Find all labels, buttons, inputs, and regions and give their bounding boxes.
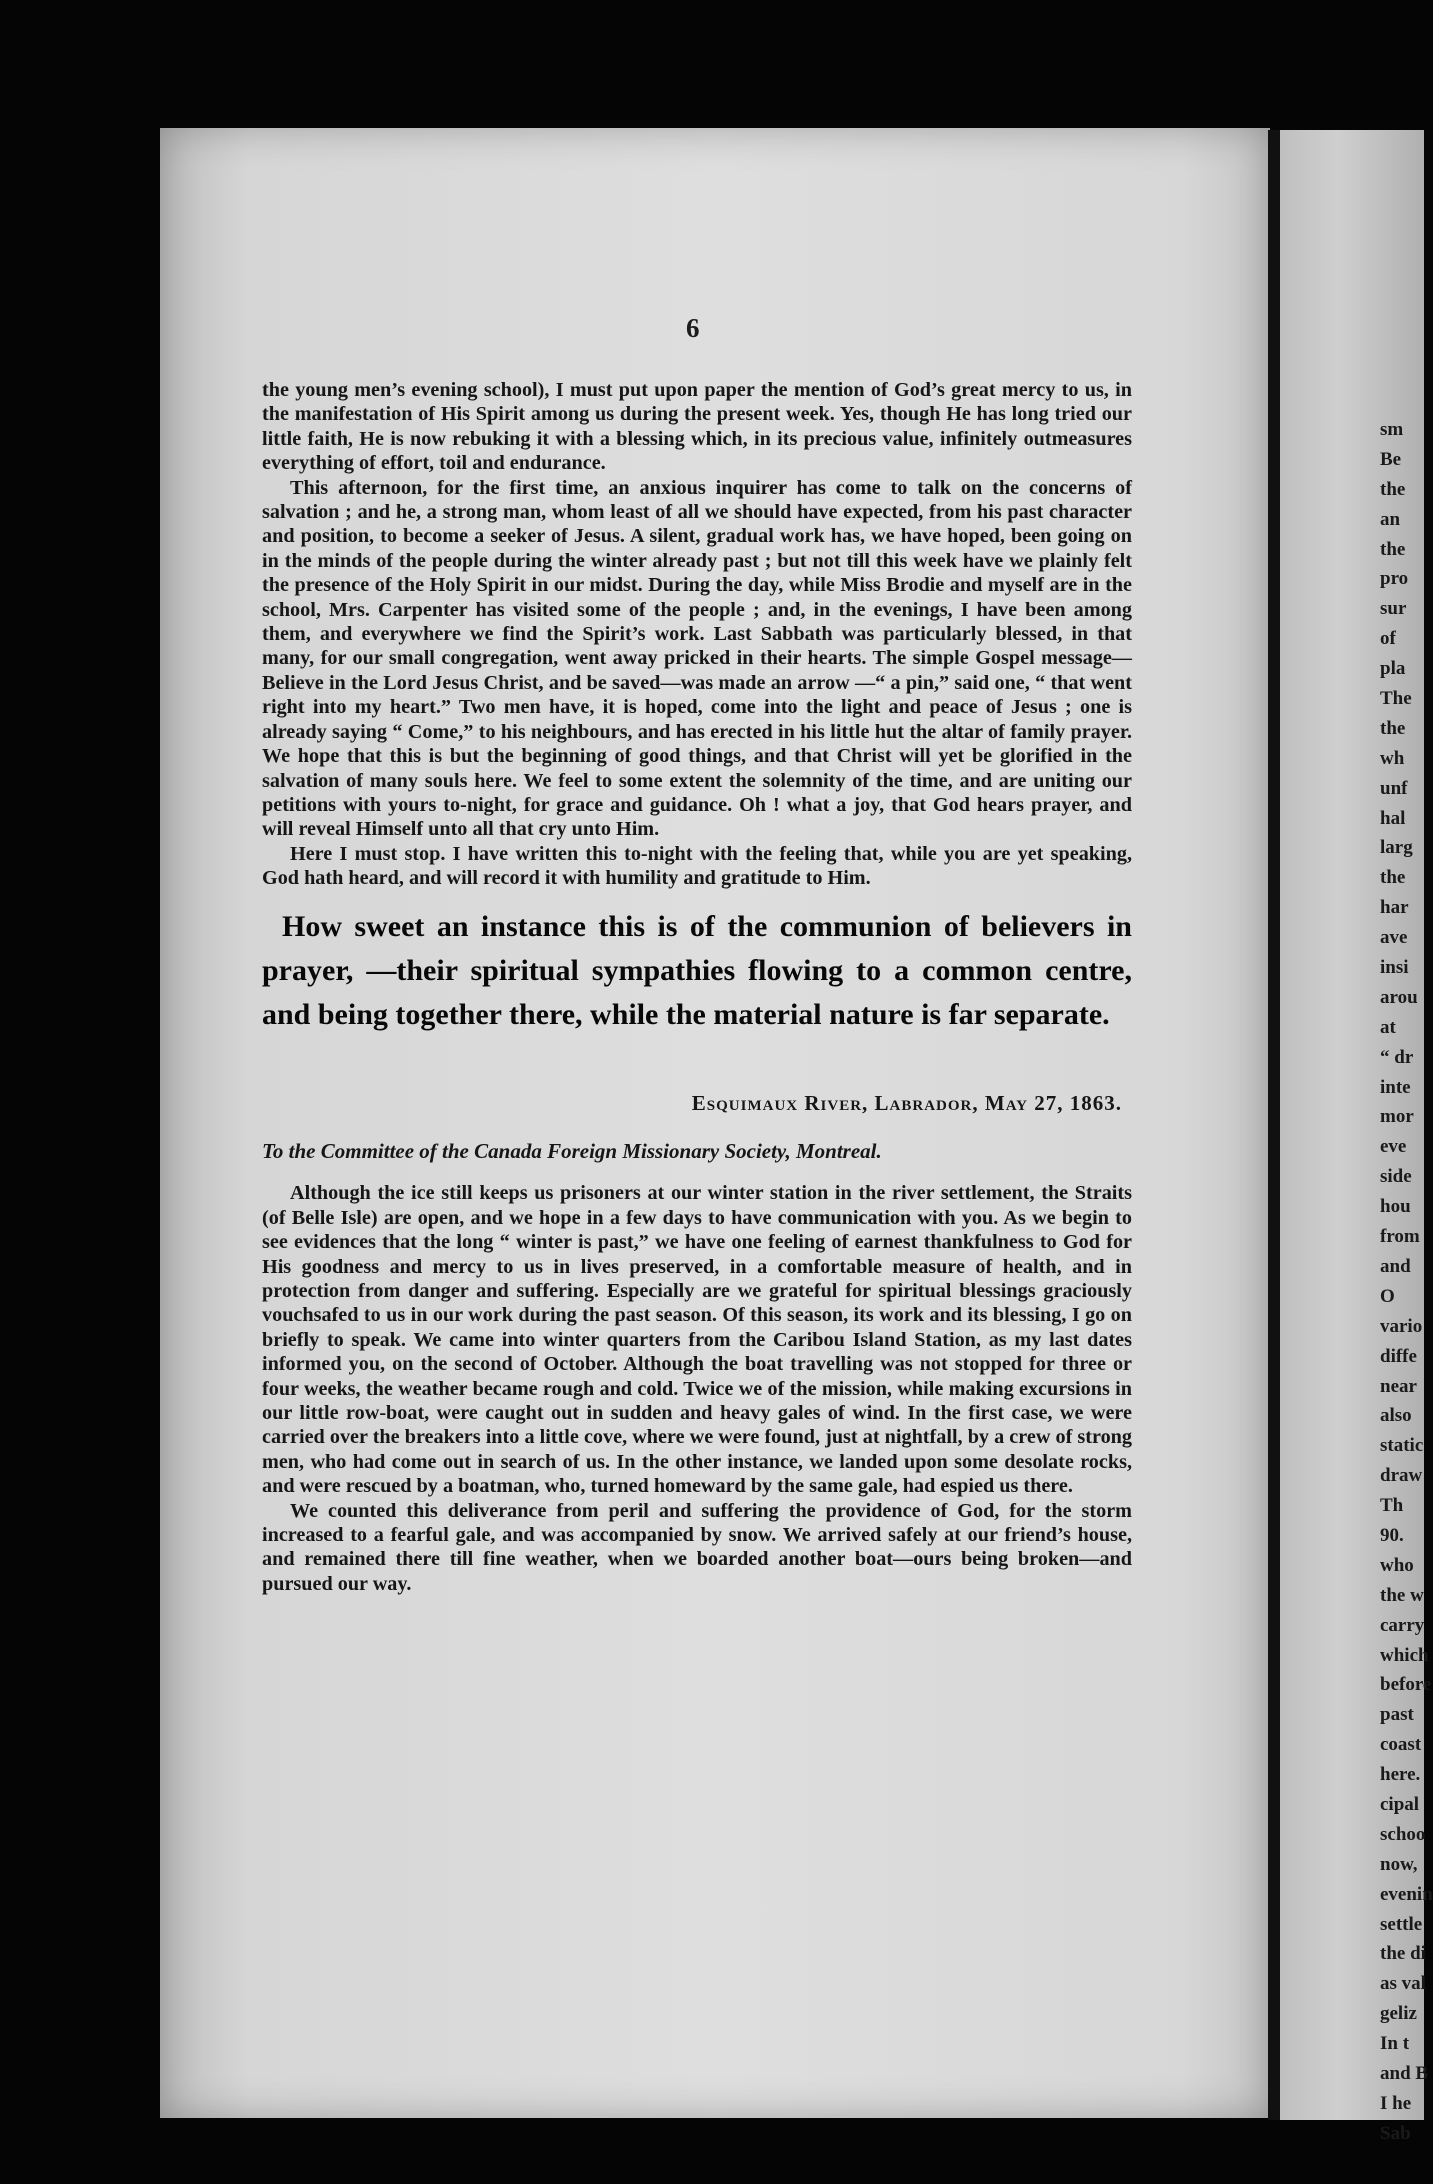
page-number: 6	[686, 313, 700, 343]
adjacent-page-fragment: I he	[1380, 2092, 1412, 2114]
adjacent-page-fragment: the	[1380, 478, 1406, 500]
adjacent-page-fragment: near	[1380, 1375, 1417, 1397]
adjacent-page-fragment: also	[1380, 1405, 1412, 1427]
adjacent-page-fragment: static	[1380, 1435, 1424, 1457]
adjacent-page-fragment: now,	[1380, 1853, 1418, 1875]
adjacent-page-fragment: an	[1380, 508, 1401, 530]
adjacent-page-fragment: past	[1380, 1704, 1414, 1726]
adjacent-page-fragment: O	[1380, 1285, 1395, 1307]
adjacent-page-fragment: arou	[1380, 986, 1418, 1008]
paragraph: We counted this deliverance from peril and suffering the providence of God, for the storm increased to a fearful gale, and was accompanied by snow. We arrived safely at our friend’s house, and remained there till fine weather, when we boarded another boat—ours being broken—and pursued our way.	[262, 1499, 1132, 1595]
adjacent-page-fragment: mor	[1380, 1106, 1414, 1128]
paragraph: the young men’s evening school), I must put upon paper the mention of God’s great mercy to us, in the manifestation of His Spirit among us during the present week. Yes, though He has long tried our little faith, He is now rebuking it with a blessing which, in its precious value, infinitely outmeasures everything of effort, toil and endurance.	[262, 379, 1132, 475]
adjacent-page-fragment: and B	[1380, 2062, 1429, 2084]
adjacent-page-fragment: and	[1380, 1255, 1411, 1277]
adjacent-page-fragment: larg	[1380, 837, 1413, 859]
adjacent-page-fragment: from	[1380, 1226, 1420, 1248]
adjacent-page-fragment: side	[1380, 1166, 1412, 1188]
adjacent-page-fragment: at	[1380, 1016, 1396, 1038]
adjacent-page-fragment: “ dr	[1380, 1046, 1414, 1068]
adjacent-page-fragment: Sab	[1380, 2122, 1411, 2144]
adjacent-page-fragment: as val	[1380, 1973, 1426, 1995]
adjacent-page-fragment: the di	[1380, 1943, 1426, 1965]
adjacent-page-fragment: the	[1380, 538, 1406, 560]
paragraph: Although the ice still keeps us prisoners at our winter station in the river settlement, the Straits (of Belle Isle) are open, and we hope in a few days to have communication with you. As we begin to see evidences that the long “ winter is past,” we have one feeling of earnest thankfulness to God for His goodness and mercy to us in lives preserved, in a comfortable measure of health, and in protection from danger and suffering. Especially are we grateful for spiritual blessings graciously vouchsafed to us in our work during the past season. Of this season, its work and its blessing, I go on briefly to speak. We came into winter quarters from the Caribou Island Station, as my last dates informed you, on the second of October. Although the boat travelling was not stopped for three or four weeks, the weather became rough and cold. Twice we of the mission, while making excursions in our little row-boat, were caught out in sudden and heavy gales of wind. In the first case, we were carried over the breakers into a little cove, where we were found, just at nightfall, by a crew of strong men, who had come out in search of us. In the other instance, we landed upon some desolate rocks, and were rescued by a boatman, who, turned homeward by the same gale, had espied us there.	[262, 1182, 1132, 1498]
adjacent-page-fragment: pro	[1380, 568, 1409, 590]
adjacent-page-fragment: sm	[1380, 419, 1404, 440]
adjacent-page-fragment: hal	[1380, 807, 1406, 829]
paragraph: This afternoon, for the first time, an anxious inquirer has come to talk on the concerns of salvation ; and he, a strong man, whom least of all we should have expected, from his past character and position, to become a seeker of Jesus. A silent, gradual work has, we have hoped, been going on in the minds of the people during the winter already past ; but not till this week have we plainly felt the presence of the Holy Spirit in our midst. During the day, while Miss Brodie and myself are in the school, Mrs. Carpenter has visited some of the people ; and, in the evenings, I have been among them, and everywhere we find the Spirit’s work. Last Sabbath was particularly blessed, in that many, for our small congregation, went away pricked in their hearts. The simple Gospel message—Believe in the Lord Jesus Christ, and be saved—was made an arrow —“ a pin,” said one, “ that went right into my heart.” Two men have, it is hoped, come into the light and peace of Jesus ; one is already saying “ Come,” to his neighbours, and has erected in his little hut the altar of family prayer. We hope that this is but the beginning of good things, and that Christ will yet be glorified in the salvation of many souls here. We feel to some extent the solemnity of the time, and are uniting our petitions with yours to-night, for grace and guidance. Oh ! what a joy, that God hears prayer, and will reveal Himself unto all that cry unto Him.	[262, 476, 1132, 841]
adjacent-page-fragment: settle	[1380, 1913, 1423, 1935]
adjacent-page-fragment: the w	[1380, 1584, 1424, 1606]
editorial-quote: How sweet an instance this is of the communion of believers in prayer, —their spiritual sympathies flowing to a common centre, and being together there, while the material nature is far separate.	[262, 909, 1132, 1031]
adjacent-page-fragment: evenin	[1380, 1883, 1433, 1905]
adjacent-page-fragment: here.	[1380, 1764, 1421, 1786]
adjacent-page-fragment: carry	[1380, 1614, 1425, 1636]
adjacent-page-fragment: har	[1380, 897, 1409, 919]
adjacent-page-fragment: cipal	[1380, 1793, 1420, 1815]
adjacent-page-fragment: Th	[1380, 1495, 1404, 1517]
adjacent-page-fragment: before	[1380, 1674, 1432, 1696]
adjacent-page-fragment: coast	[1380, 1734, 1422, 1756]
adjacent-page-fragment: vario	[1380, 1315, 1423, 1337]
adjacent-page-fragment: who	[1380, 1554, 1414, 1576]
adjacent-page-fragment: the	[1380, 867, 1406, 889]
adjacent-page-fragment: diffe	[1380, 1345, 1417, 1367]
adjacent-page-fragment: schoo	[1380, 1823, 1426, 1845]
adjacent-page-fragment: 90.	[1380, 1524, 1404, 1546]
adjacent-page-fragment: sur	[1380, 598, 1407, 620]
adjacent-page-fragment: In t	[1380, 2033, 1410, 2055]
letter-salutation: To the Committee of the Canada Foreign Missionary Society, Montreal.	[262, 1138, 882, 1163]
adjacent-page-fragment: draw	[1380, 1465, 1423, 1487]
adjacent-page-fragment: geliz	[1380, 2003, 1417, 2025]
adjacent-page-fragment: wh	[1380, 747, 1405, 769]
adjacent-page-fragment: inte	[1380, 1076, 1411, 1098]
adjacent-page-fragment: The	[1380, 688, 1412, 710]
page-gutter	[1268, 130, 1280, 2120]
adjacent-page-fragment: Be	[1380, 448, 1402, 470]
letter-dateline: Esquimaux River, Labrador, May 27, 1863.	[691, 1090, 1122, 1115]
adjacent-page-fragment: ave	[1380, 927, 1408, 949]
adjacent-page-fragment: the	[1380, 717, 1406, 739]
adjacent-page-fragment: eve	[1380, 1136, 1407, 1158]
adjacent-page-text	[1380, 415, 1433, 2149]
adjacent-page-fragment: of	[1380, 628, 1396, 650]
adjacent-page-fragment: hou	[1380, 1196, 1411, 1218]
adjacent-page-edge	[1280, 130, 1433, 2144]
adjacent-page-fragment: which	[1380, 1644, 1429, 1666]
page-body	[262, 378, 1132, 1596]
adjacent-page-fragment: pla	[1380, 658, 1406, 680]
paragraph: Here I must stop. I have written this to-night with the feeling that, while you are yet speaking, God hath heard, and will record it with humility and gratitude to Him.	[262, 842, 1132, 890]
adjacent-page-fragment: insi	[1380, 957, 1409, 979]
adjacent-page-fragment: unf	[1380, 777, 1408, 799]
